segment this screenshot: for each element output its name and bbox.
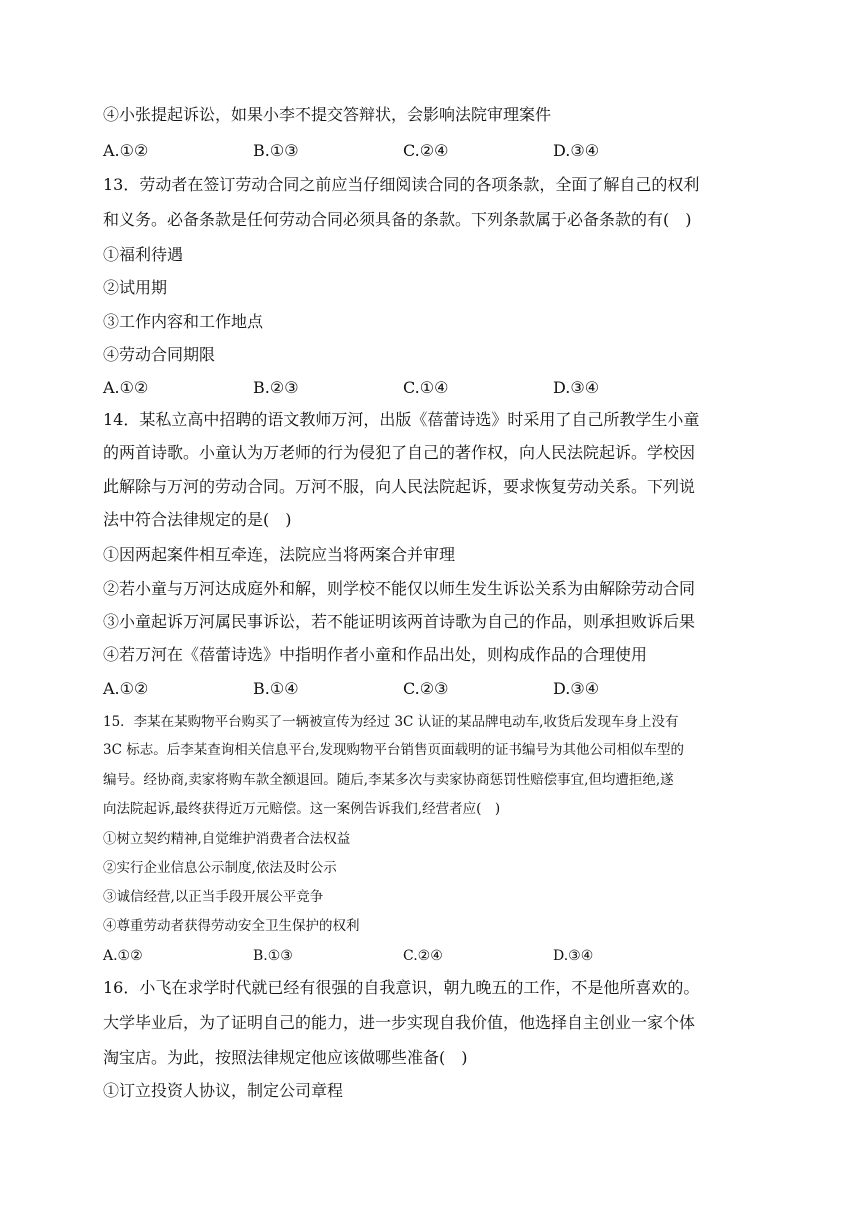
q12-statement-4: ④小张提起诉讼，如果小李不提交答辩状，会影响法院审理案件 bbox=[103, 105, 552, 124]
q14-stem-line-3: 此解除与万河的劳动合同。万河不服，向人民法院起诉，要求恢复劳动关系。下列说 bbox=[103, 477, 696, 496]
q12-option-b: B.①③ bbox=[253, 141, 299, 160]
q15-stem-line-4: 向法院起诉,最终获得近万元赔偿。这一案例告诉我们,经营者应( ) bbox=[103, 801, 501, 817]
q16-stem-line-3: 淘宝店。为此，按照法律规定他应该做哪些准备( ) bbox=[103, 1048, 468, 1067]
q15-option-a: A.①② bbox=[103, 948, 143, 964]
q15-statement-2: ②实行企业信息公示制度,依法及时公示 bbox=[103, 860, 337, 876]
q15-stem-line-1: 15．李某在某购物平台购买了一辆被宣传为经过 3C 认证的某品牌电动车,收货后发现车身上没有 bbox=[103, 714, 679, 730]
q14-option-d: D.③④ bbox=[553, 679, 600, 698]
q14-statement-1: ①因两起案件相互牵连，法院应当将两案合并审理 bbox=[103, 545, 456, 564]
q13-statement-4: ④劳动合同期限 bbox=[103, 345, 216, 364]
q15-statement-4: ④尊重劳动者获得劳动安全卫生保护的权利 bbox=[103, 918, 360, 934]
q15-option-c: C.②④ bbox=[403, 948, 443, 964]
q13-statement-3: ③工作内容和工作地点 bbox=[103, 312, 264, 331]
q14-statement-3: ③小童起诉万河属民事诉讼，若不能证明该两首诗歌为自己的作品，则承担败诉后果 bbox=[103, 612, 696, 631]
q16-stem-line-1: 16．小飞在求学时代就已经有很强的自我意识，朝九晚五的工作，不是他所喜欢的。 bbox=[103, 978, 700, 997]
q13-statement-1: ①福利待遇 bbox=[103, 245, 184, 264]
q14-stem-line-1: 14．某私立高中招聘的语文教师万河，出版《蓓蕾诗选》时采用了自己所教学生小童 bbox=[103, 410, 700, 429]
q16-stem-line-2: 大学毕业后，为了证明自己的能力，进一步实现自我价值，他选择自主创业一家个体 bbox=[103, 1013, 696, 1032]
q15-stem-line-3: 编号。经协商,卖家将购车款全额退回。随后,李某多次与卖家协商惩罚性赔偿事宜,但均遭拒绝,遂 bbox=[103, 772, 674, 788]
q13-stem-line-2: 和义务。必备条款是任何劳动合同必须具备的条款。下列条款属于必备条款的有( ) bbox=[103, 210, 692, 229]
q15-statement-1: ①树立契约精神,自觉维护消费者合法权益 bbox=[103, 831, 351, 847]
q15-option-d: D.③④ bbox=[553, 948, 594, 964]
q15-option-b: B.①③ bbox=[253, 948, 293, 964]
q14-option-c: C.②③ bbox=[403, 679, 449, 698]
q14-stem-line-2: 的两首诗歌。小童认为万老师的行为侵犯了自己的著作权，向人民法院起诉。学校因 bbox=[103, 443, 696, 462]
q12-option-d: D.③④ bbox=[553, 141, 600, 160]
q15-statement-3: ③诚信经营,以正当手段开展公平竞争 bbox=[103, 889, 324, 905]
q14-option-b: B.①④ bbox=[253, 679, 299, 698]
q13-option-c: C.①④ bbox=[403, 378, 449, 397]
q13-option-b: B.②③ bbox=[253, 378, 299, 397]
q13-stem-line-1: 13．劳动者在签订劳动合同之前应当仔细阅读合同的各项条款，全面了解自己的权利 bbox=[103, 175, 700, 194]
q12-option-c: C.②④ bbox=[403, 141, 449, 160]
q13-option-a: A.①② bbox=[103, 378, 149, 397]
q13-option-d: D.③④ bbox=[553, 378, 600, 397]
q15-stem-line-2: 3C 标志。后李某查询相关信息平台,发现购物平台销售页面载明的证书编号为其他公司相似车型的 bbox=[103, 742, 684, 758]
q14-statement-4: ④若万河在《蓓蕾诗选》中指明作者小童和作品出处，则构成作品的合理使用 bbox=[103, 645, 648, 664]
q12-option-a: A.①② bbox=[103, 141, 149, 160]
q14-option-a: A.①② bbox=[103, 679, 149, 698]
q14-stem-line-4: 法中符合法律规定的是( ) bbox=[103, 510, 292, 529]
q14-statement-2: ②若小童与万河达成庭外和解，则学校不能仅以师生发生诉讼关系为由解除劳动合同 bbox=[103, 579, 696, 598]
q16-statement-1: ①订立投资人协议，制定公司章程 bbox=[103, 1081, 344, 1100]
q13-statement-2: ②试用期 bbox=[103, 278, 168, 297]
